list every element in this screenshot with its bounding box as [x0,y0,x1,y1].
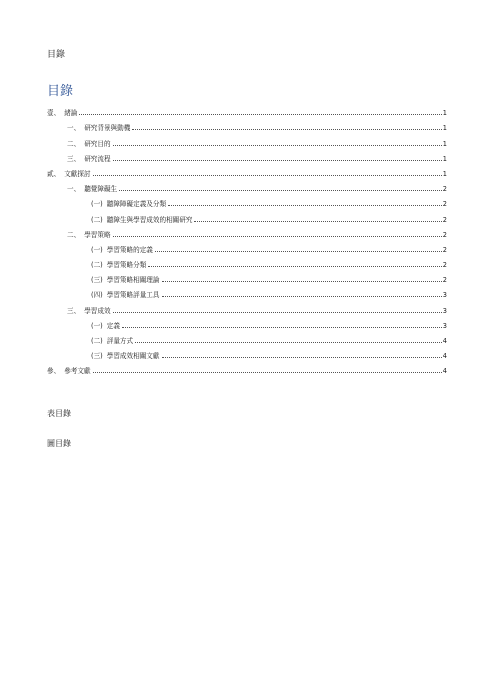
toc-entry-label: 學習策略評量工具 [106,291,160,300]
toc-dot-leader [132,129,441,130]
toc-dot-leader [135,342,442,343]
toc-entry-page: 4 [442,352,447,361]
toc-entry-page: 3 [442,306,447,315]
toc-entry-page: 2 [442,276,447,285]
toc-entry-page: 1 [442,124,447,133]
toc-dot-leader [162,296,442,297]
toc-entry-number: 一、 [67,124,81,133]
toc-entry-label: 研究流程 [84,154,111,163]
toc-entry-page: 1 [442,109,447,118]
toc-entry-label: 學習策略相關理論 [106,276,160,285]
toc-entry[interactable] [47,178,447,193]
table-of-contents [47,102,447,375]
toc-entry-label: 參考文獻 [64,367,91,376]
toc-dot-leader [162,281,442,282]
toc-entry-page: 4 [442,367,447,376]
toc-entry-label: 學習策略 [84,230,111,239]
toc-dot-leader [79,114,441,115]
toc-entry-label: 學習策略分類 [106,261,147,270]
toc-entry[interactable] [47,208,447,223]
toc-dot-leader [122,327,442,328]
figure-list-heading: 圖目錄 [47,439,71,448]
toc-entry-page: 3 [442,291,447,300]
toc-entry-number: (四) [91,291,103,300]
toc-entry-number: (三) [91,352,103,361]
table-list-heading: 表目錄 [47,409,71,418]
toc-entry-number: 參、 [47,367,61,376]
toc-entry[interactable] [47,117,447,132]
toc-title: 目錄 [47,84,74,99]
toc-entry-number: 貳、 [47,169,61,178]
toc-entry-number: 三、 [67,306,81,315]
toc-entry[interactable] [47,299,447,314]
toc-entry-label: 文獻探討 [64,169,91,178]
toc-entry-page: 2 [442,230,447,239]
toc-dot-leader [168,205,442,206]
toc-entry-label: 緒論 [64,109,78,118]
toc-entry-number: 壹、 [47,109,61,118]
toc-entry-page: 2 [442,215,447,224]
toc-entry-page: 3 [442,321,447,330]
toc-dot-leader [93,372,442,373]
toc-dot-leader [113,145,442,146]
toc-entry-label: 定義 [106,321,120,330]
toc-entry[interactable] [47,345,447,360]
toc-entry[interactable] [47,284,447,299]
toc-entry-page: 1 [442,139,447,148]
toc-entry-page: 1 [442,154,447,163]
toc-entry-label: 聽障生與學習成效的相關研究 [106,215,193,224]
toc-entry[interactable] [47,102,447,117]
toc-dot-leader [93,175,442,176]
toc-entry-label: 聽障障礙定義及分類 [106,200,167,209]
toc-dot-leader [113,312,442,313]
toc-entry[interactable] [47,360,447,375]
toc-entry-page: 2 [442,261,447,270]
toc-entry-number: 二、 [67,139,81,148]
toc-entry[interactable] [47,132,447,147]
toc-entry-page: 2 [442,185,447,194]
toc-entry-page: 1 [442,169,447,178]
toc-entry-label: 學習成效 [84,306,111,315]
page-heading: 目錄 [47,50,66,60]
toc-entry-number: (二) [91,261,103,270]
toc-dot-leader [155,251,442,252]
toc-entry[interactable] [47,254,447,269]
toc-dot-leader [119,190,442,191]
toc-dot-leader [194,221,441,222]
toc-dot-leader [148,266,441,267]
toc-entry-page: 2 [442,200,447,209]
toc-entry[interactable] [47,224,447,239]
toc-entry-label: 研究背景與動機 [84,124,131,133]
toc-entry[interactable] [47,193,447,208]
toc-entry[interactable] [47,239,447,254]
toc-entry-number: 二、 [67,230,81,239]
toc-entry[interactable] [47,315,447,330]
toc-dot-leader [113,236,442,237]
toc-entry-number: (一) [91,321,103,330]
toc-entry-page: 4 [442,337,447,345]
toc-entry-number: (一) [91,200,103,209]
toc-entry-page: 2 [442,245,447,254]
toc-entry-number: (一) [91,245,103,254]
toc-entry-number: (三) [91,276,103,285]
toc-entry-number: 三、 [67,154,81,163]
toc-entry-label: 研究目的 [84,139,111,148]
toc-entry[interactable] [47,148,447,163]
toc-entry[interactable] [47,330,447,345]
toc-entry-number: 一、 [67,185,81,194]
toc-entry-label: 學習策略的定義 [106,245,153,254]
toc-entry-number: (二) [91,215,103,224]
toc-entry-label: 學習成效相關文獻 [106,352,160,361]
toc-dot-leader [113,160,442,161]
toc-entry-label: 評量方式 [106,337,134,345]
toc-entry[interactable] [47,269,447,284]
toc-entry-label: 聽覺障礙生 [84,185,118,194]
toc-entry[interactable] [47,163,447,178]
toc-dot-leader [162,357,442,358]
toc-entry-number: (二) [91,337,103,345]
